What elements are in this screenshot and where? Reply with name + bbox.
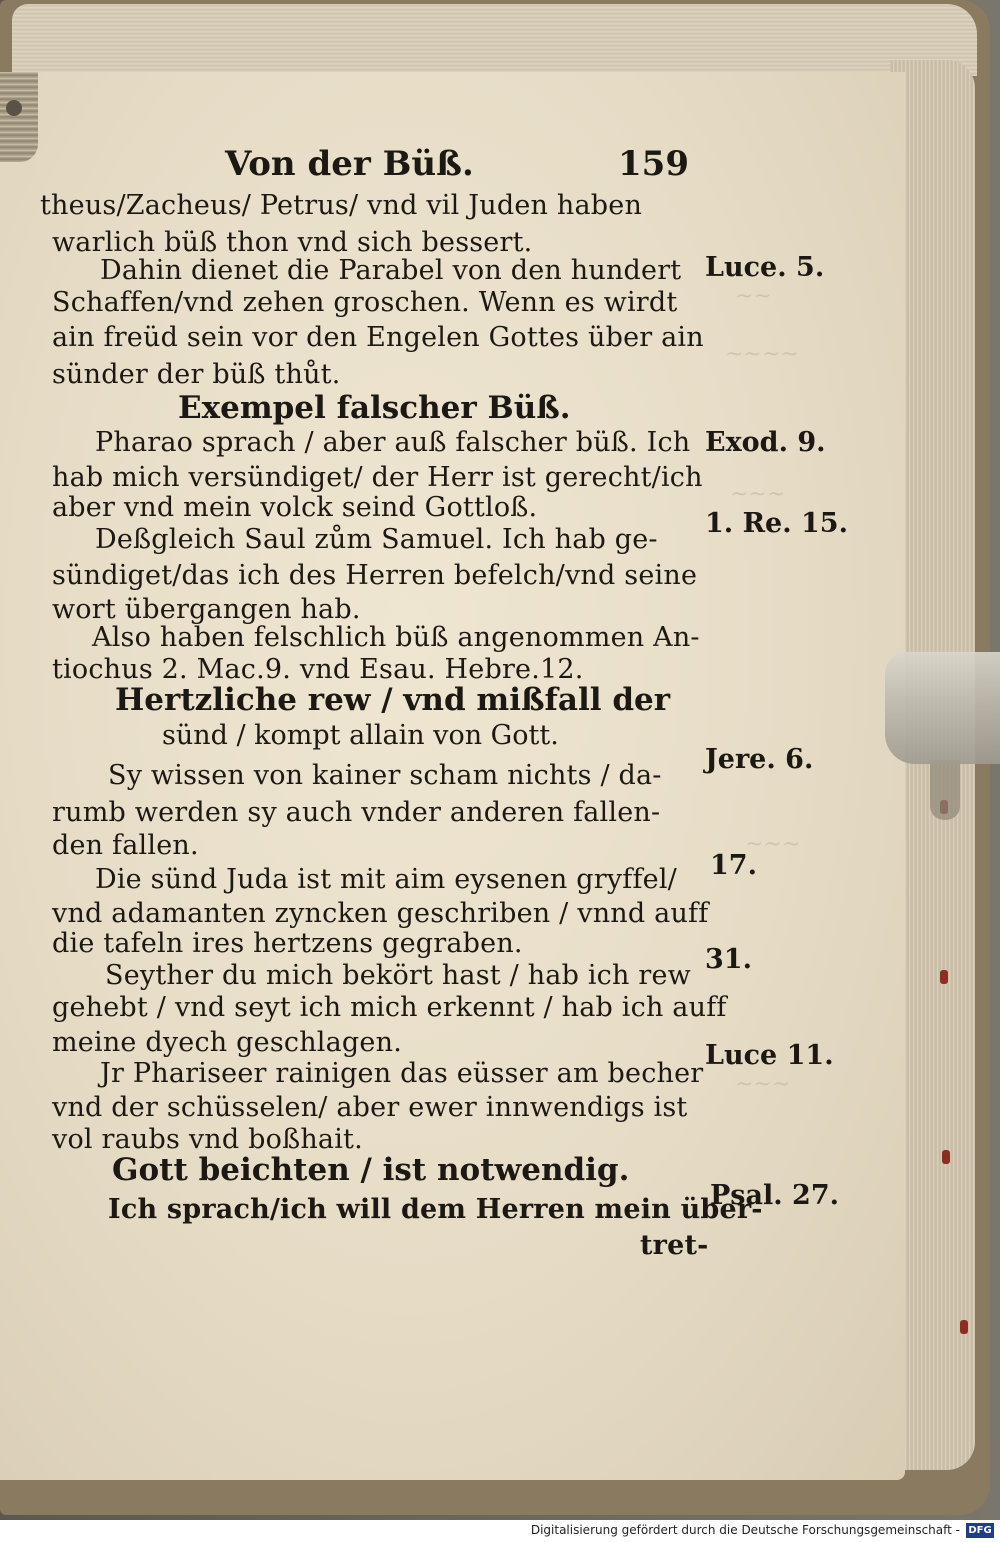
text-line: meine dyech geschlagen.	[52, 1027, 402, 1058]
book-page	[0, 72, 905, 1480]
bleed-through-mark: ~~~	[730, 482, 786, 507]
text-line: Ich sprach/ich will dem Herren mein über-	[108, 1194, 763, 1225]
margin-note: 17.	[710, 850, 757, 881]
margin-note: Luce 11.	[705, 1040, 834, 1071]
margin-note: 1. Re. 15.	[705, 508, 848, 539]
footer-credit: Digitalisierung gefördert durch die Deutsche Forschungsgemeinschaft -	[530, 1523, 960, 1537]
text-line: Schaffen/vnd zehen groschen. Wenn es wirdt	[52, 287, 678, 318]
bleed-through-mark: ~~~~	[725, 342, 799, 367]
binding-knot-icon	[6, 100, 22, 116]
text-line: tiochus 2. Mac.9. vnd Esau. Hebre.12.	[52, 654, 584, 685]
text-line: aber vnd mein volck seind Gottloß.	[52, 492, 538, 523]
text-line: vnd der schüsselen/ aber ewer innwendigs ist	[52, 1092, 688, 1123]
text-line: theus/Zacheus/ Petrus/ vnd vil Juden haben	[40, 190, 643, 221]
text-line: hab mich versündiget/ der Herr ist gerecht/ich	[52, 462, 703, 493]
margin-note: Jere. 6.	[705, 744, 814, 775]
text-line: Sy wissen von kainer scham nichts / da-	[108, 760, 662, 791]
section-heading: Gott beichten / ist notwendig.	[112, 1152, 630, 1188]
section-heading: Hertzliche rew / vnd mißfall der	[115, 682, 671, 718]
text-line: den fallen.	[52, 830, 199, 861]
margin-note: 31.	[705, 944, 752, 975]
binding-spine	[0, 72, 38, 162]
margin-note: Psal. 27.	[710, 1180, 840, 1211]
text-line: Pharao sprach / aber auß falscher büß. Ich	[95, 427, 691, 458]
text-line: vnd adamanten zyncken geschriben / vnnd auff	[52, 898, 709, 929]
text-line: sündiget/das ich des Herren befelch/vnd seine	[52, 560, 698, 591]
binding-stitch	[942, 1150, 950, 1164]
text-line: die tafeln ires hertzens gegraben.	[52, 928, 523, 959]
text-line: Jr Phariseer rainigen das eüsser am becher	[100, 1058, 704, 1089]
bleed-through-mark: ~~~	[745, 832, 801, 857]
text-line: Also haben felschlich büß angenommen An-	[92, 622, 700, 653]
catchword: tret-	[640, 1230, 709, 1261]
clasp-shadow	[930, 760, 960, 820]
binding-stitch	[960, 1320, 968, 1334]
text-line: Dahin dienet die Parabel von den hundert	[100, 255, 682, 286]
page-edges-top	[12, 4, 977, 76]
section-heading: Exempel falscher Büß.	[178, 390, 571, 426]
text-line: gehebt / vnd seyt ich mich erkennt / hab ich auff	[52, 992, 727, 1023]
margin-note: Luce. 5.	[705, 252, 825, 283]
bleed-through-mark: ~~~	[735, 1072, 791, 1097]
text-line: sünder der büß thůt.	[52, 359, 341, 390]
book-clasp	[885, 652, 1000, 764]
footer-bar	[0, 1520, 1000, 1542]
text-line: warlich büß thon vnd sich bessert.	[52, 227, 533, 258]
margin-note: Exod. 9.	[705, 427, 826, 458]
binding-stitch	[940, 970, 948, 984]
bleed-through-mark: ~~	[735, 284, 772, 309]
text-line: Die sünd Juda ist mit aim eysenen gryffel/	[95, 864, 677, 895]
text-line: wort übergangen hab.	[52, 594, 361, 625]
page-number: 159	[618, 144, 689, 184]
text-line: Seyther du mich bekört hast / hab ich rew	[105, 960, 691, 991]
text-line: rumb werden sy auch vnder anderen fallen-	[52, 797, 661, 828]
text-line: vol raubs vnd boßhait.	[52, 1124, 363, 1155]
text-line: ain freüd sein vor den Engelen Gottes über ain	[52, 322, 704, 353]
text-line: Deßgleich Saul zům Samuel. Ich hab ge-	[95, 524, 658, 555]
dfg-logo: DFG	[966, 1523, 994, 1538]
section-subheading: sünd / kompt allain von Gott.	[162, 720, 559, 751]
running-header: Von der Büß.	[225, 144, 474, 184]
